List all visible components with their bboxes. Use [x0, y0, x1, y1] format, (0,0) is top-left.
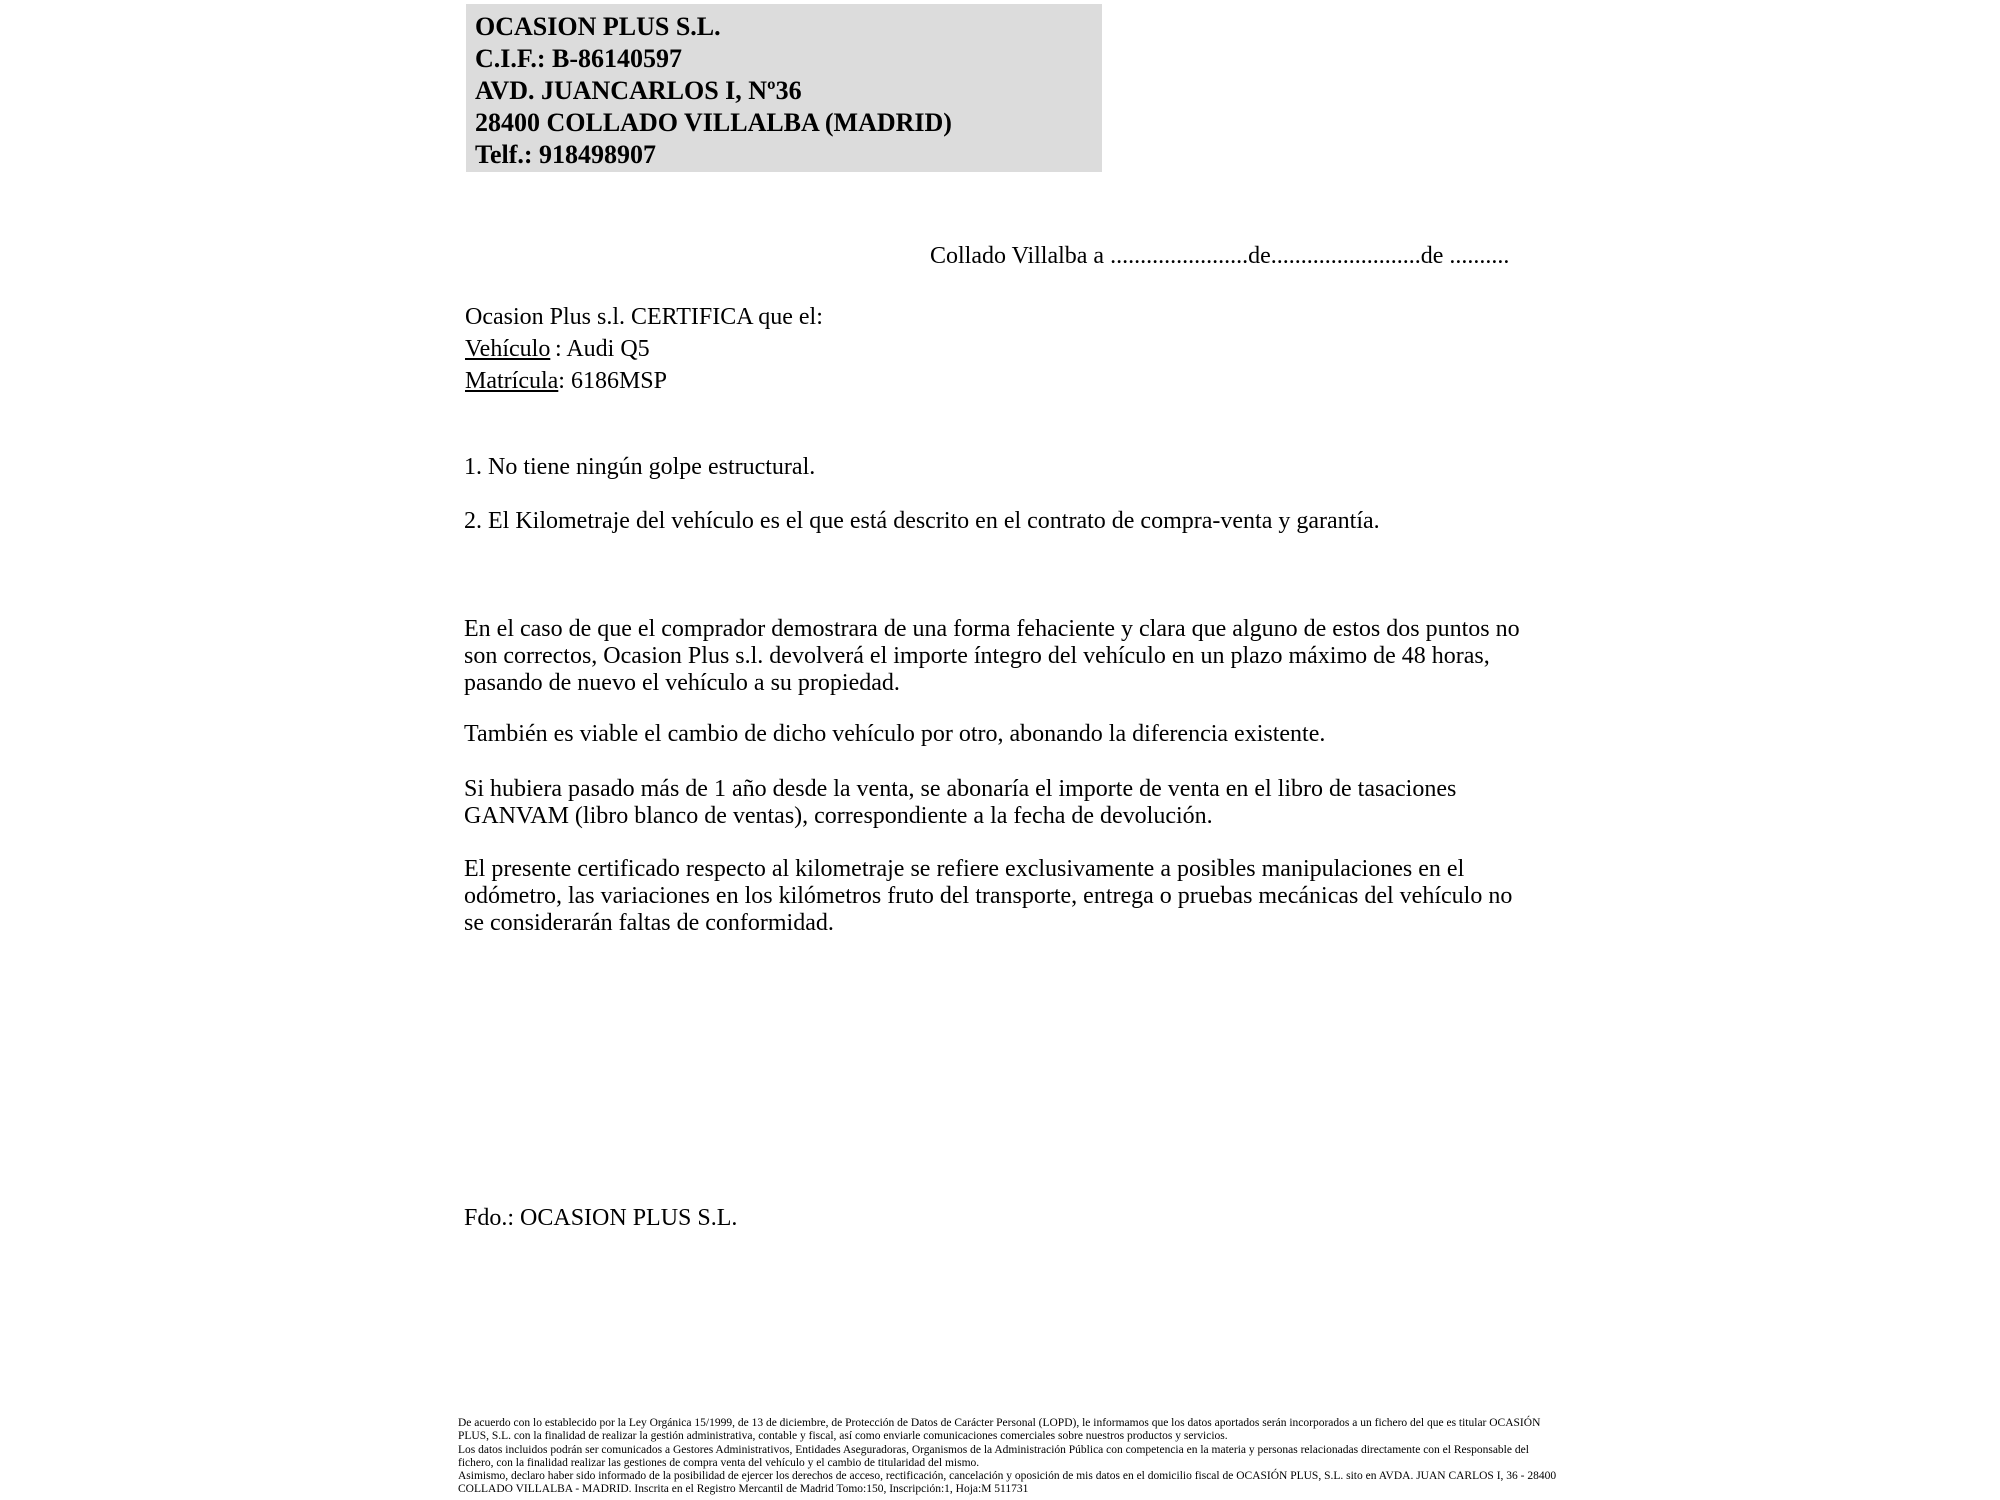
plate-field — [465, 365, 823, 397]
legal-paragraph-rights: Asimismo, declaro haber sido informado de la posibilidad de ejercer los derechos de acceso, rectificación, cancelación y oposición de mis datos en el domicilio fiscal de OCASIÓN PLUS, S.L. sito en AVDA. JUAN CARLOS I, 36 - 28400 COLLADO VILLALBA - MADRID. Inscrita en el Registro Mercantil de Madrid Tomo:150, Inscripción:1, Hoja:M 511731 — [458, 1470, 1557, 1496]
certify-intro: Ocasion Plus s.l. CERTIFICA que el: — [465, 304, 823, 330]
legal-fine-print — [458, 1417, 1563, 1497]
plate-field-label: Matrícula — [465, 368, 559, 394]
vehicle-field-label: Vehículo — [465, 336, 551, 362]
paragraph-odometer-disclaimer: El presente certificado respecto al kilometraje se refiere exclusivamente a posibles manipulaciones en el odómetro, las variaciones en los kilómetros fruto del transporte, entrega o pruebas mecánicas del vehículo no se considerarán faltas de conformidad. — [464, 856, 1513, 936]
paragraph-refund-policy: En el caso de que el comprador demostrara de una forma fehaciente y clara que alguno de estos dos puntos no son correctos, Ocasion Plus s.l. devolverá el importe íntegro del vehículo en un plazo máximo de 48 horas, pasando de nuevo el vehículo a su propiedad. — [464, 616, 1520, 696]
legal-paragraph-data-sharing: Los datos incluidos podrán ser comunicados a Gestores Administrativos, Entidades Aseguradoras, Organismos de la Administración Pública con competencia en la materia y personas relacionadas directamente con el Responsable del fichero, con la finalidad realizar las gestiones de compra venta del vehículo y el cambio de titularidad del mismo. — [458, 1443, 1529, 1469]
certification-block — [465, 301, 823, 397]
company-header-box — [466, 4, 1102, 172]
company-phone: Telf.: 918498907 — [475, 140, 657, 169]
plate-field-value: : 6186MSP — [558, 368, 667, 394]
paragraph-exchange-option: También es viable el cambio de dicho vehículo por otro, abonando la diferencia existente. — [464, 721, 1326, 747]
company-name: OCASION PLUS S.L. — [475, 12, 721, 41]
certified-point-1: 1. No tiene ningún golpe estructural. — [464, 454, 816, 480]
vehicle-field — [465, 333, 823, 365]
paragraph-ganvam-valuation: Si hubiera pasado más de 1 año desde la venta, se abonaría el importe de venta en el libro de tasaciones GANVAM (libro blanco de ventas), correspondiente a la fecha de devolución. — [464, 776, 1457, 829]
company-cif: C.I.F.: B-86140597 — [475, 44, 683, 73]
certified-point-2: 2. El Kilometraje del vehículo es el que está descrito en el contrato de compra-venta y garantía. — [464, 508, 1380, 534]
date-fill-in-line: Collado Villalba a .......................de.........................de .......... — [930, 243, 1510, 269]
legal-paragraph-lopd: De acuerdo con lo establecido por la Ley Orgánica 15/1999, de 13 de diciembre, de Protección de Datos de Carácter Personal (LOPD), le informamos que los datos aportados serán incorporados a un fichero del que es titular OCASIÓN PLUS, S.L. con la finalidad de realizar la gestión administrativa, contable y fiscal, así como enviarle comunicaciones comerciales sobre nuestros productos y servicios. — [458, 1417, 1541, 1443]
vehicle-field-value: : Audi Q5 — [555, 336, 650, 362]
signature-line: Fdo.: OCASION PLUS S.L. — [464, 1205, 738, 1231]
company-city: 28400 COLLADO VILLALBA (MADRID) — [475, 108, 952, 137]
company-address: AVD. JUANCARLOS I, Nº36 — [475, 76, 802, 105]
